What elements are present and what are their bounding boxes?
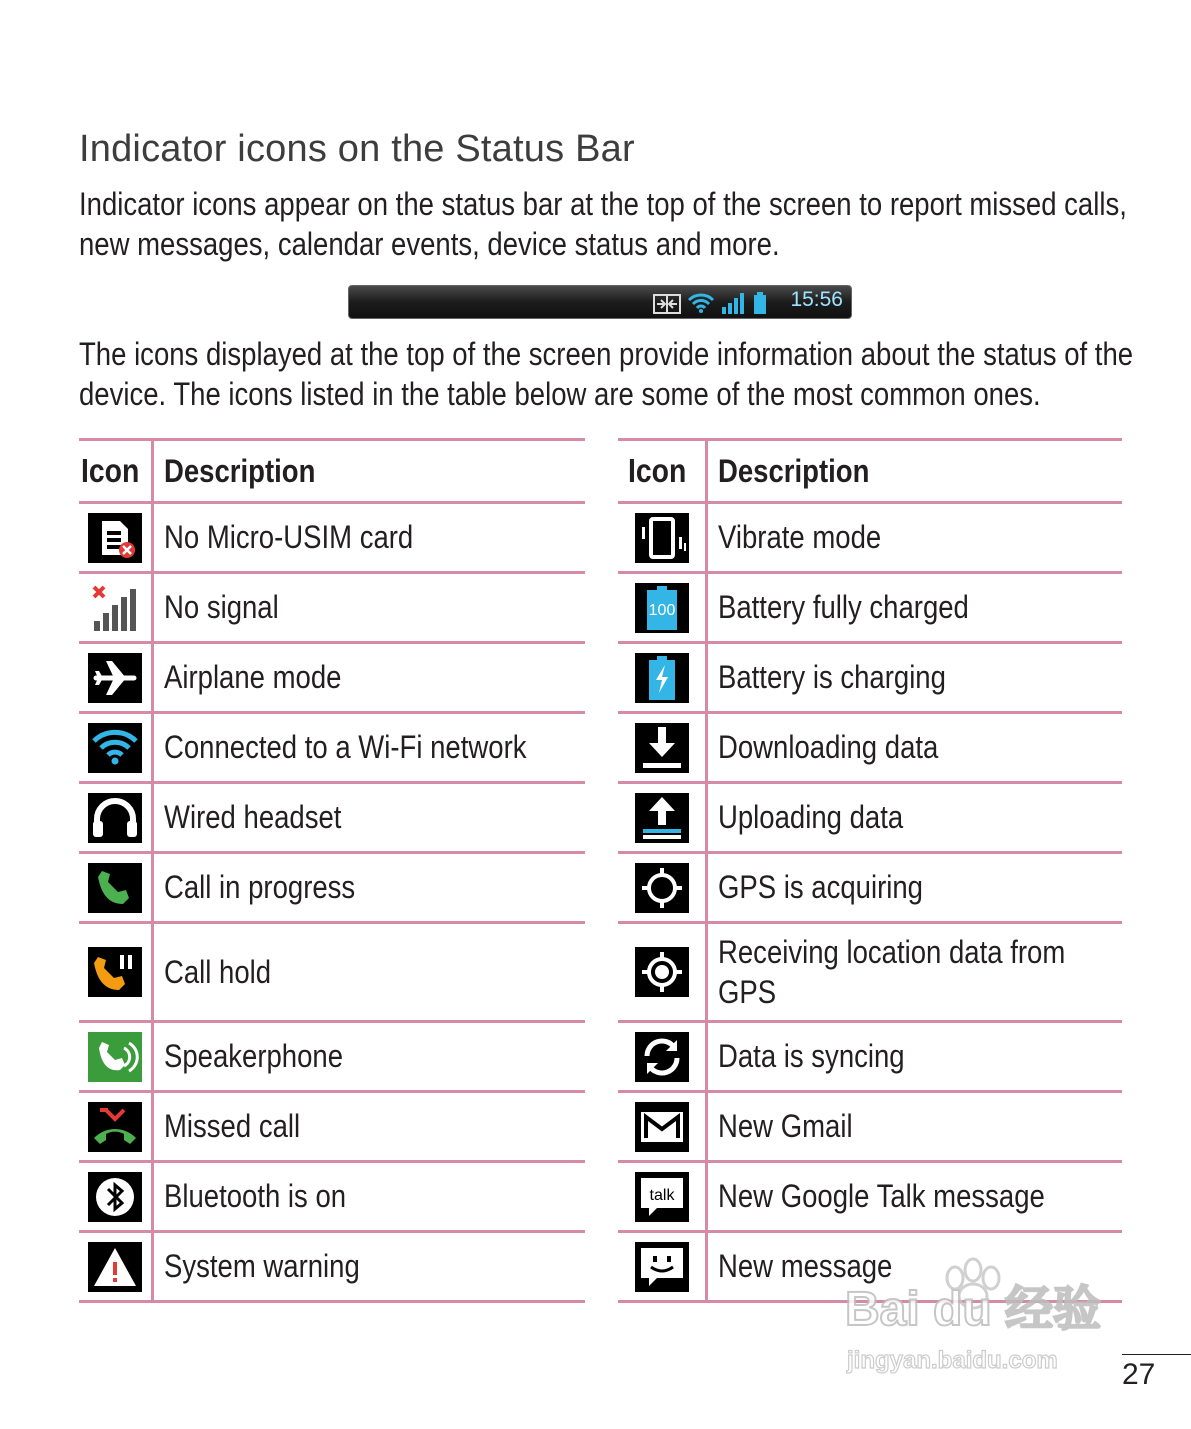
row-description: Call in progress	[163, 869, 355, 905]
table-row	[618, 503, 1122, 573]
battery-label: 100	[648, 601, 675, 619]
row-description: Bluetooth is on	[163, 1178, 346, 1214]
talk-label: talk	[649, 1186, 675, 1204]
vibrate-icon	[635, 513, 689, 563]
table-header-row	[618, 440, 1122, 503]
gmail-icon	[635, 1102, 689, 1152]
row-description-cont: GPS	[718, 974, 777, 1010]
table-row	[618, 923, 1122, 1022]
page-number-rule	[1122, 1354, 1191, 1355]
table-row	[618, 1022, 1122, 1092]
table-row	[79, 1092, 585, 1162]
table-row	[79, 853, 585, 923]
table-row	[79, 643, 585, 713]
table-row	[618, 1162, 1122, 1232]
status-bar-time: 15:56	[790, 288, 843, 311]
description-column-header: Description	[152, 440, 585, 503]
battery-full-icon	[635, 583, 689, 633]
body-line-2: device. The icons listed in the table below are some of the most common ones.	[79, 376, 1041, 412]
table-row	[618, 713, 1122, 783]
row-description: Connected to a Wi-Fi network	[163, 729, 526, 765]
table-row	[79, 1232, 585, 1302]
table-row	[618, 573, 1122, 643]
table-row	[79, 783, 585, 853]
call-hold-icon	[88, 947, 142, 997]
warning-icon	[88, 1242, 142, 1292]
row-description: New message	[718, 1248, 893, 1284]
status-bar-sample	[348, 285, 852, 319]
bluetooth-icon	[88, 1172, 142, 1222]
page-number: 27	[1122, 1358, 1156, 1391]
table-row	[79, 923, 585, 1022]
sync-icon	[635, 1032, 689, 1082]
page-title: Indicator icons on the Status Bar	[79, 128, 635, 170]
table-header-row	[79, 440, 585, 503]
row-description: New Google Talk message	[718, 1178, 1046, 1214]
intro-line-2: new messages, calendar events, device status and more.	[79, 226, 780, 262]
no-sim-icon	[88, 513, 142, 563]
status-bar-icons	[653, 292, 767, 314]
row-description: Speakerphone	[163, 1038, 343, 1074]
no-signal-icon	[88, 583, 142, 633]
icon-table-left	[79, 438, 585, 1303]
table-row	[79, 713, 585, 783]
row-description: Battery is charging	[718, 659, 947, 695]
body-paragraph	[79, 334, 1133, 414]
wifi-icon	[687, 292, 715, 314]
table-row	[79, 1022, 585, 1092]
table-row	[79, 503, 585, 573]
airplane-icon	[88, 653, 142, 703]
upload-icon	[635, 793, 689, 843]
row-description: Battery fully charged	[718, 589, 970, 625]
watermark-url: jingyan.baidu.com	[847, 1347, 1058, 1374]
row-description: Downloading data	[718, 729, 939, 765]
table-row	[618, 783, 1122, 853]
intro-line-1: Indicator icons appear on the status bar at the top of the screen to report missed calls,	[79, 186, 1127, 222]
row-description: No signal	[163, 589, 279, 625]
row-description: Receiving location data from	[718, 934, 1066, 970]
baidu-watermark	[845, 1250, 1120, 1380]
row-description: Airplane mode	[163, 659, 341, 695]
description-column-header: Description	[707, 440, 1122, 503]
talk-icon	[635, 1172, 689, 1222]
intro-paragraph	[79, 184, 1127, 264]
wifi-icon	[88, 723, 142, 773]
icon-column-header: Icon	[618, 440, 707, 503]
table-row	[618, 1092, 1122, 1162]
gps-receiving-icon	[635, 947, 689, 997]
body-line-1: The icons displayed at the top of the screen provide information about the status of the	[79, 336, 1134, 372]
download-icon	[635, 723, 689, 773]
message-icon	[635, 1242, 689, 1292]
row-description: GPS is acquiring	[718, 869, 924, 905]
row-description: Missed call	[163, 1108, 300, 1144]
table-row	[618, 853, 1122, 923]
icon-table-right	[618, 438, 1122, 1303]
signal-icon	[721, 292, 747, 314]
table-row	[79, 573, 585, 643]
speakerphone-icon	[88, 1032, 142, 1082]
row-description: New Gmail	[718, 1108, 853, 1144]
sim-toolkit-icon	[653, 294, 681, 314]
headset-icon	[88, 793, 142, 843]
row-description: No Micro-USIM card	[163, 519, 413, 555]
icon-column-header: Icon	[79, 440, 152, 503]
row-description: Data is syncing	[718, 1038, 905, 1074]
battery-icon	[753, 292, 767, 314]
row-description: System warning	[163, 1248, 360, 1284]
call-icon	[88, 863, 142, 913]
watermark-brand: Bai du 经验	[845, 1283, 1102, 1336]
gps-acquiring-icon	[635, 863, 689, 913]
row-description: Vibrate mode	[718, 519, 882, 555]
row-description: Call hold	[163, 953, 271, 990]
row-description: Uploading data	[718, 799, 904, 835]
table-row	[618, 643, 1122, 713]
row-description: Wired headset	[163, 799, 341, 835]
missed-call-icon	[88, 1102, 142, 1152]
table-row	[79, 1162, 585, 1232]
battery-charging-icon	[635, 653, 689, 703]
